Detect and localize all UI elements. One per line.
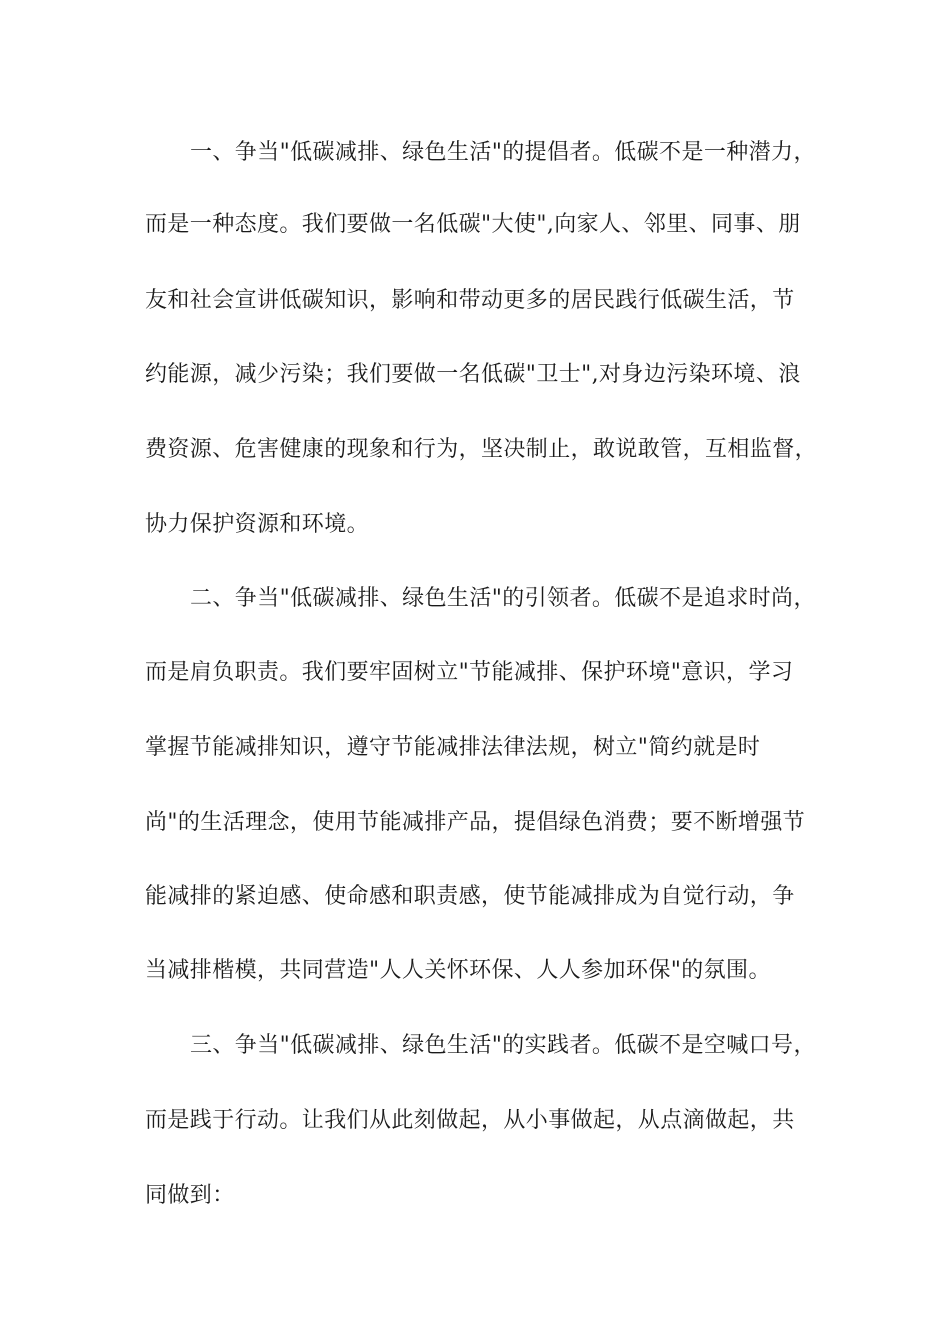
paragraph-line: 能减排的紧迫感、使命感和职责感，使节能减排成为自觉行动，争 xyxy=(145,884,795,909)
paragraph-line: 友和社会宣讲低碳知识，影响和带动更多的居民践行低碳生活，节 xyxy=(145,288,795,313)
paragraph-line: 协力保护资源和环境。 xyxy=(145,512,370,537)
paragraph-line: 而是一种态度。我们要做一名低碳"大使",向家人、邻里、同事、朋 xyxy=(145,212,801,237)
paragraph-line: 费资源、危害健康的现象和行为，坚决制止，敢说敢管，互相监督， xyxy=(145,437,818,462)
paragraph-line: 三、争当"低碳减排、绿色生活"的实践者。低碳不是空喊口号， xyxy=(190,1033,816,1058)
paragraph-line: 一、争当"低碳减排、绿色生活"的提倡者。低碳不是一种潜力， xyxy=(190,140,816,165)
paragraph-line: 二、争当"低碳减排、绿色生活"的引领者。低碳不是追求时尚， xyxy=(190,586,816,611)
paragraph-line: 尚"的生活理念，使用节能减排产品，提倡绿色消费；要不断增强节 xyxy=(145,810,806,835)
paragraph-line: 而是践于行动。让我们从此刻做起，从小事做起，从点滴做起，共 xyxy=(145,1108,795,1133)
paragraph-line: 约能源，减少污染；我们要做一名低碳"卫士",对身边污染环境、浪 xyxy=(145,362,801,387)
paragraph-line: 同做到： xyxy=(145,1183,235,1208)
paragraph-line: 当减排楷模，共同营造"人人关怀环保、人人参加环保"的氛围。 xyxy=(145,958,771,983)
paragraph-line: 掌握节能减排知识，遵守节能减排法律法规，树立"简约就是时 xyxy=(145,735,761,760)
paragraph-line: 而是肩负职责。我们要牢固树立"节能减排、保护环境"意识，学习 xyxy=(145,660,794,685)
